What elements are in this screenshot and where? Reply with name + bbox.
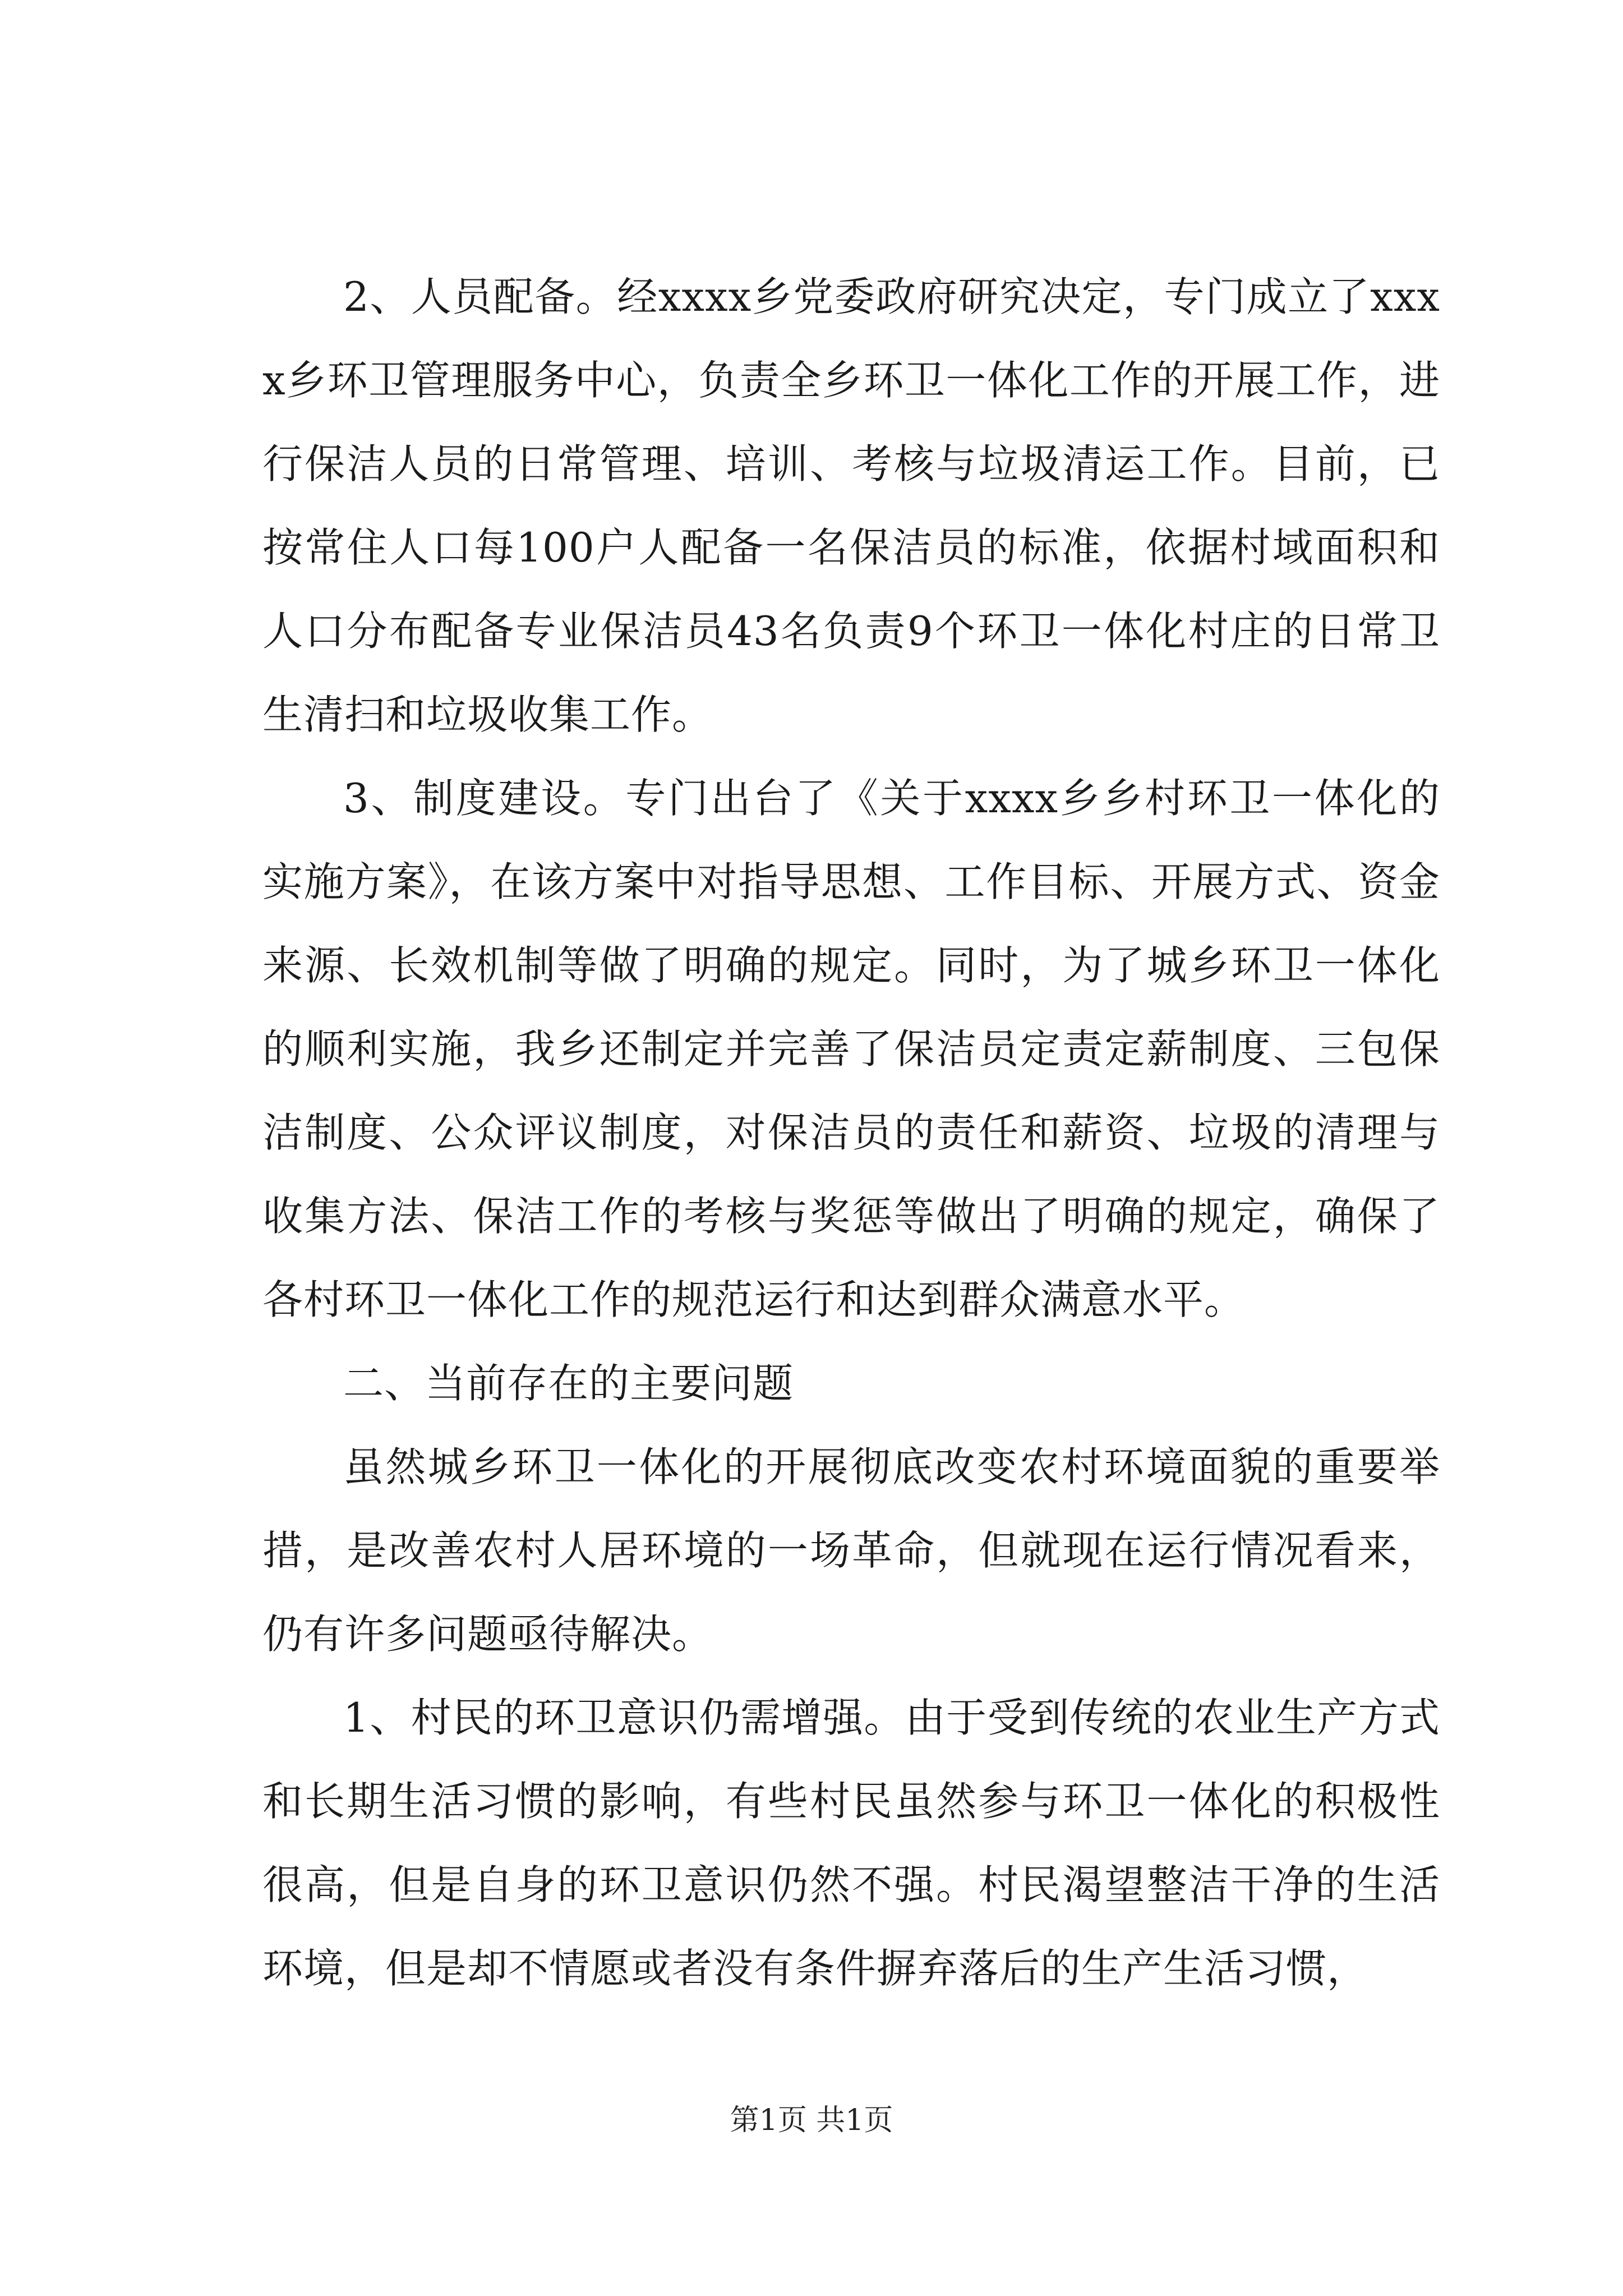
document-body	[262, 255, 1440, 2010]
paragraph-problems-intro: 虽然城乡环卫一体化的开展彻底改变农村环境面貌的重要举措，是改善农村人居环境的一场革命，但就现在运行情况看来，仍有许多问题亟待解决。	[262, 1443, 1440, 1658]
section-heading-problems: 二、当前存在的主要问题	[343, 1360, 794, 1407]
paragraph-staffing: 2、人员配备。经xxxx乡党委政府研究决定，专门成立了xxxx乡环卫管理服务中心，负责全乡环卫一体化工作的开展工作，进行保洁人员的日常管理、培训、考核与垃圾清运工作。目前，已按常住人口每100户人配备一名保洁员的标准，依据村域面积和人口分布配备专业保洁员43名负责9个环卫一体化村庄的日常卫生清扫和垃圾收集工作。	[262, 273, 1440, 738]
paragraph-villager-awareness: 1、村民的环卫意识仍需增强。由于受到传统的农业生产方式和长期生活习惯的影响，有些村民虽然参与环卫一体化的积极性很高，但是自身的环卫意识仍然不强。村民渴望整洁干净的生活环境，但是却不情愿或者没有条件摒弃落后的生产生活习惯，	[262, 1694, 1440, 1992]
paragraph-system-building: 3、制度建设。专门出台了《关于xxxx乡乡村环卫一体化的实施方案》，在该方案中对指导思想、工作目标、开展方式、资金来源、长效机制等做了明确的规定。同时，为了城乡环卫一体化的顺利实施，我乡还制定并完善了保洁员定责定薪制度、三包保洁制度、公众评议制度，对保洁员的责任和薪资、垃圾的清理与收集方法、保洁工作的考核与奖惩等做出了明确的规定，确保了各村环卫一体化工作的规范运行和达到群众满意水平。	[262, 775, 1440, 1323]
page-footer: 第1页 共1页	[730, 2104, 893, 2137]
